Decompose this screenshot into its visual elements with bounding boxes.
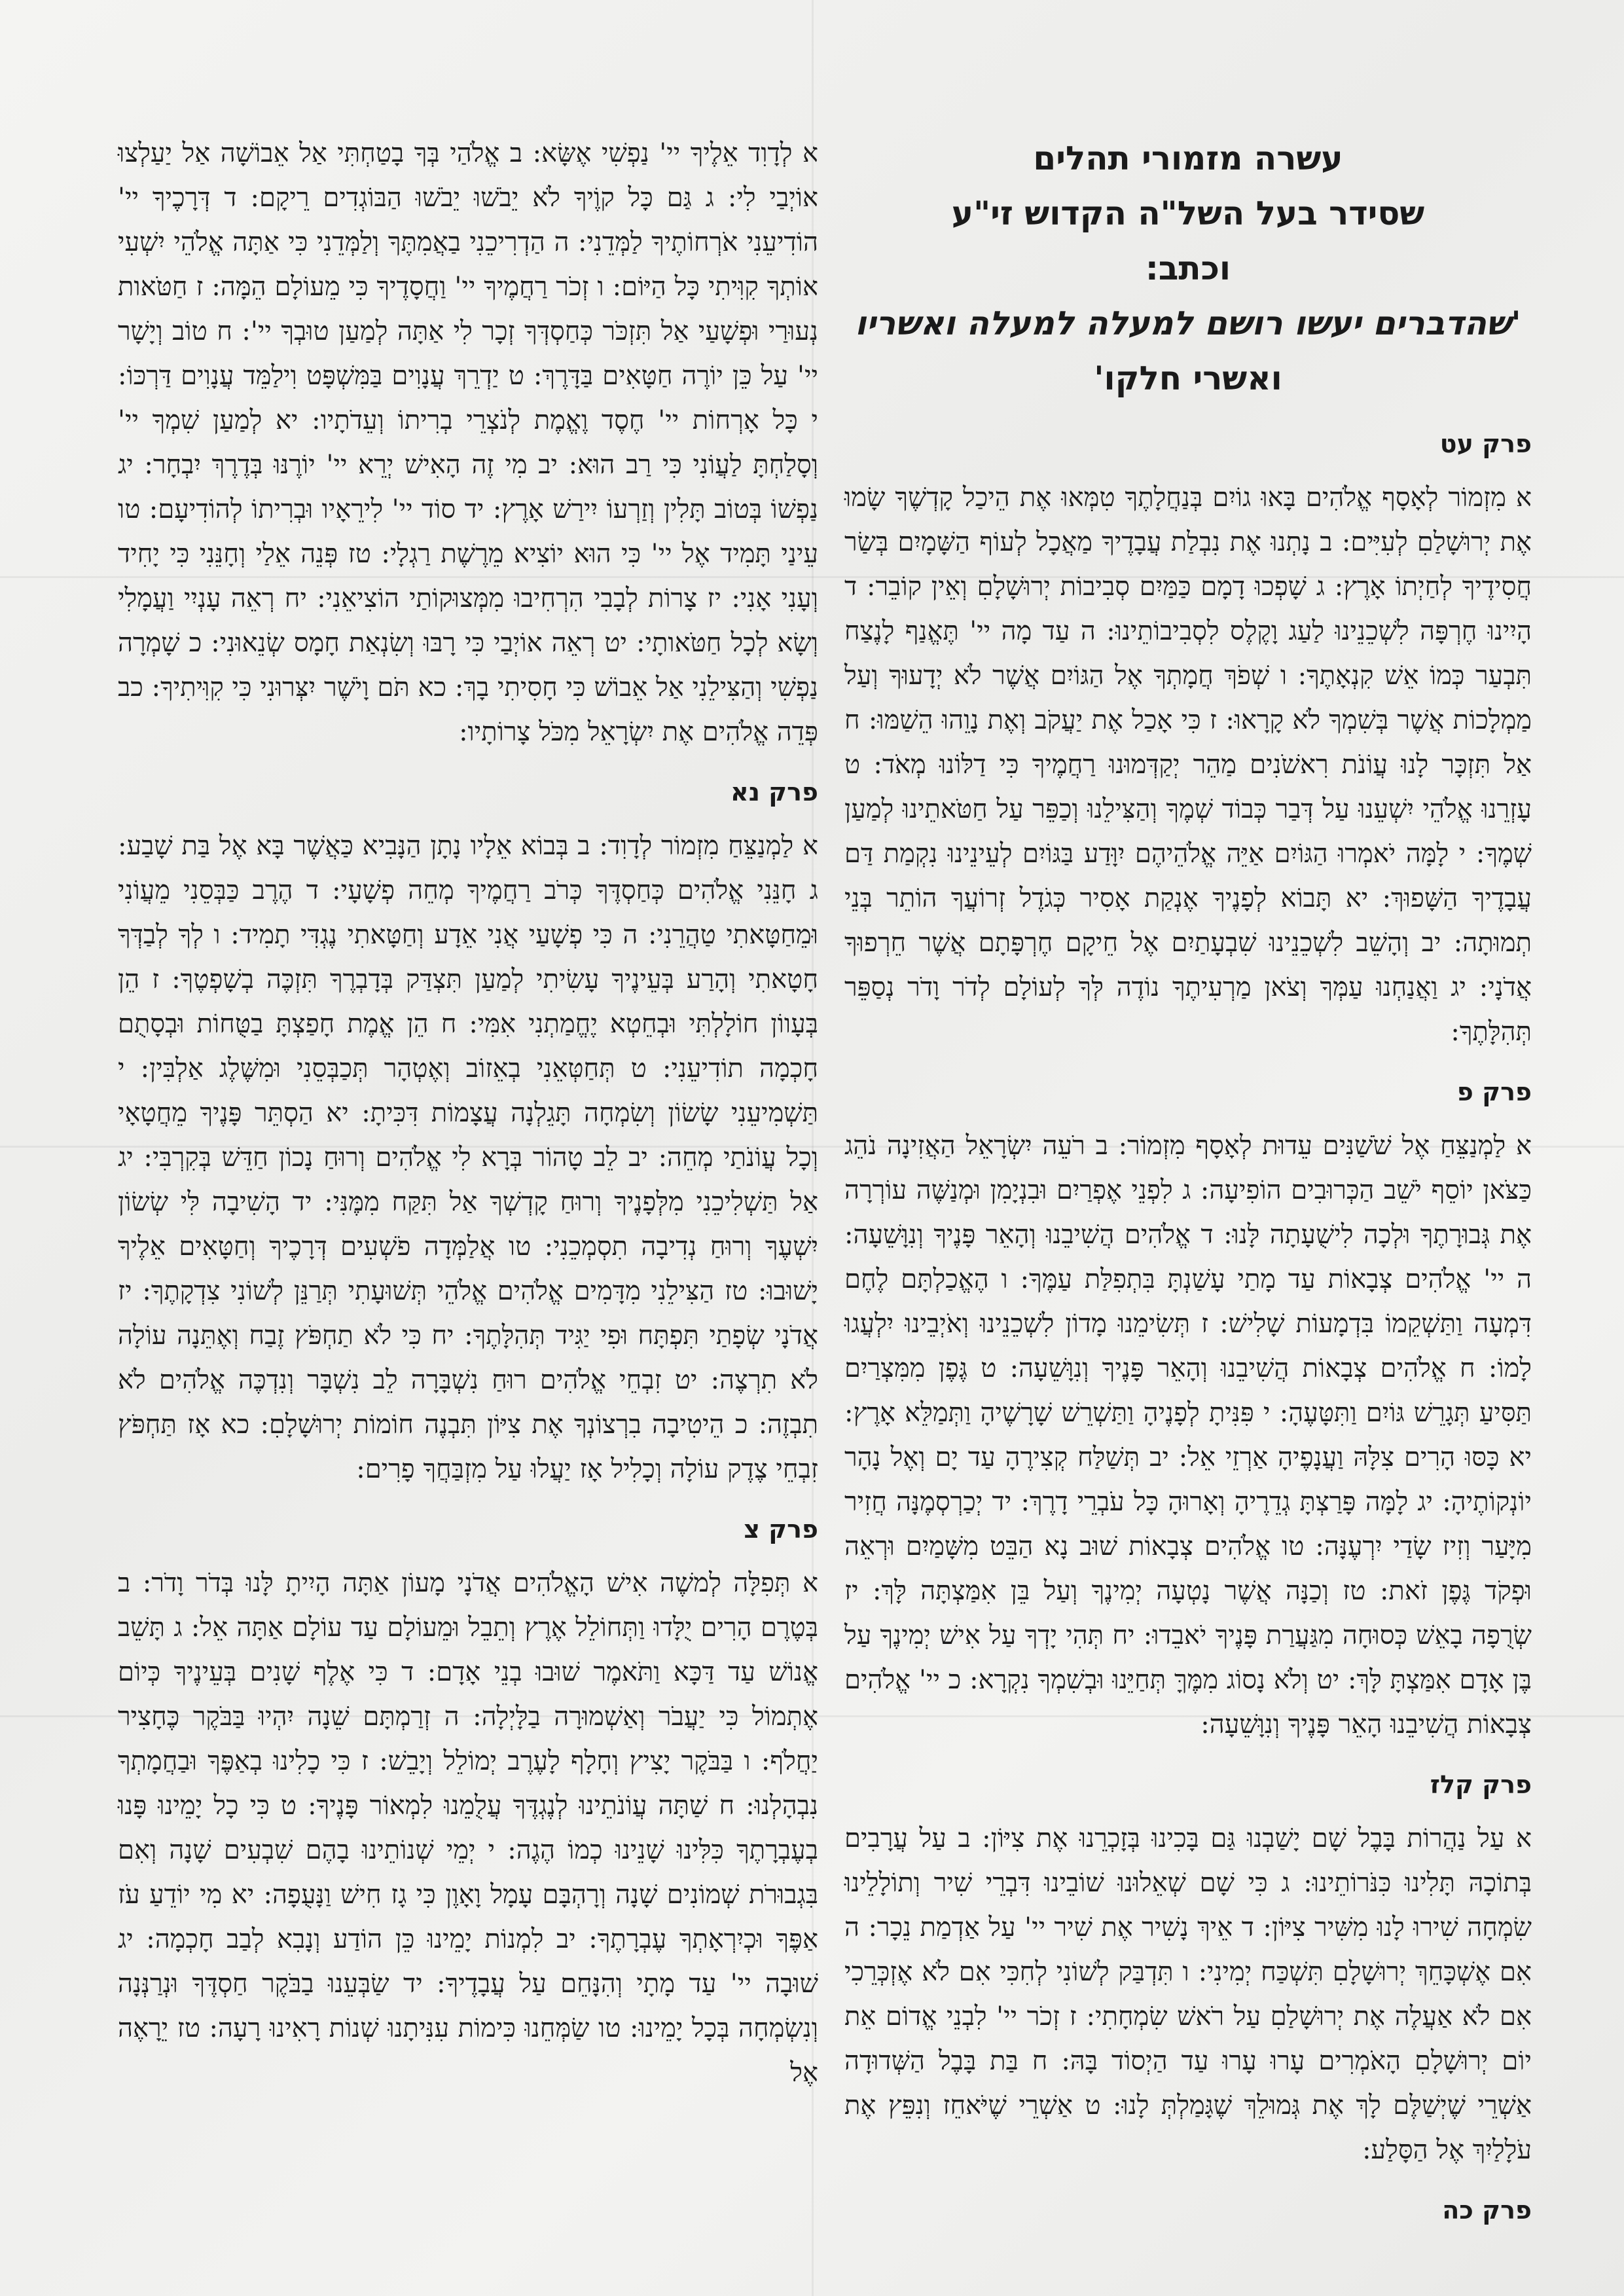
header-quote-line1: 'שהדברים יעשו רושם למעלה למעלה ואשריו (855, 304, 1521, 342)
chapter-90 (118, 1507, 818, 2095)
chapter-137 (844, 1762, 1532, 2172)
header-title: עשרה מזמורי תהלים (1033, 139, 1343, 177)
chapter-25 (844, 2188, 1532, 2232)
chapter-text: א עַל נַהֲרוֹת בָּבֶל שָׁם יָשַׁבְנוּ גַּם בָּכִינוּ בְּזָכְרֵנוּ אֶת צִיּוֹן: ב עַל עֲרָבִים בְּתוֹכָהּ תָּלִינוּ כִּנֹּרוֹתֵינוּ: ג כִּי שָׁם שְׁאֵלוּנוּ שׁוֹבֵינוּ דִּבְרֵי שִׁיר וְתוֹלָלֵינוּ שִׂמְחָה שִׁירוּ לָנוּ מִשִּׁיר צִיּוֹן: ד אֵיךְ נָשִׁיר אֶת שִׁיר יי' עַל אַדְמַת נֵכָר: ה אִם אֶשְׁכָּחֵךְ יְרוּשָׁלָםִ תִּשְׁכַּח יְמִינִי: ו תִּדְבַּק לְשׁוֹנִי לְחִכִּי אִם לֹא אֶזְכְּרֵכִי אִם לֹא אַעֲלֶה אֶת יְרוּשָׁלַםִ עַל רֹאשׁ שִׂמְחָתִי: ז זְכֹר יי' לִבְנֵי אֱדוֹם אֵת יוֹם יְרוּשָׁלָםִ הָאֹמְרִים עָרוּ עָרוּ עַד הַיְסוֹד בָּהּ: ח בַּת בָּבֶל הַשְּׁדוּדָה אַשְׁרֵי שֶׁיְשַׁלֶּם לָךְ אֶת גְּמוּלֵךְ שֶׁגָּמַלְתְּ לָנוּ: ט אַשְׁרֵי שֶׁיֹּאחֵז וְנִפֵּץ אֶת עֹלָלַיִךְ אֶל הַסָּלַע: (844, 1823, 1532, 2165)
chapter-text: א לְדָוִד אֵלֶיךָ יי' נַפְשִׁי אֶשָּׂא: ב אֱלֹהַי בְּךָ בָטַחְתִּי אַל אֵבוֹשָׁה אַל יַעַלְצוּ אוֹיְבַי לִי: ג גַּם כָּל קוֶֹיךָ לֹא יֵבֹשׁוּ יֵבֹשׁוּ הַבּוֹגְדִים רֵיקָם: ד דְּרָכֶיךָ יי' הוֹדִיעֵנִי אֹרְחוֹתֶיךָ לַמְּדֵנִי: ה הַדְרִיכֵנִי בַאֲמִתֶּךָ וְלַמְּדֵנִי כִּי אַתָּה אֱלֹהֵי יִשְׁעִי אוֹתְךָ קִוִּיתִי כָּל הַיּוֹם: ו זְכֹר רַחֲמֶיךָ יי' וַחֲסָדֶיךָ כִּי מֵעוֹלָם הֵמָּה: ז חַטֹּאות נְעוּרַי וּפְשָׁעַי אַל תִּזְכֹּר כְּחַסְדְּךָ זְכָר לִי אַתָּה לְמַעַן טוּבְךָ יי': ח טוֹב וְיָשָׁר יי' עַל כֵּן יוֹרֶה חַטָּאִים בַּדָּרֶךְ: ט יַדְרֵךְ עֲנָוִים בַּמִּשְׁפָּט וִילַמֵּד עֲנָוִים דַּרְכּוֹ: י כָּל אָרְחוֹת יי' חֶסֶד וֶאֱמֶת לְנֹצְרֵי בְרִיתוֹ וְעֵדֹתָיו: יא לְמַעַן שִׁמְךָ יי' וְסָלַחְתָּ לַעֲוֹנִי כִּי רַב הוּא: יב מִי זֶה הָאִישׁ יְרֵא יי' יוֹרֶנּוּ בְּדֶרֶךְ יִבְחָר: יג נַפְשׁוֹ בְּטוֹב תָּלִין וְזַרְעוֹ יִירַשׁ אָרֶץ: יד סוֹד יי' לִירֵאָיו וּבְרִיתוֹ לְהוֹדִיעָם: טו עֵינַי תָּמִיד אֶל יי' כִּי הוּא יוֹצִיא מֵרֶשֶׁת רַגְלָי: טז פְּנֵה אֵלַי וְחָנֵּנִי כִּי יָחִיד וְעָנִי אָנִי: יז צָרוֹת לְבָבִי הִרְחִיבוּ מִמְּצוּקוֹתַי הוֹצִיאֵנִי: יח רְאֵה עָנְיִי וַעֲמָלִי וְשָׂא לְכָל חַטֹּאותָי: יט רְאֵה אוֹיְבַי כִּי רָבּוּ וְשִׂנְאַת חָמָס שְׂנֵאוּנִי: כ שָׁמְרָה נַפְשִׁי וְהַצִּילֵנִי אַל אֵבוֹשׁ כִּי חָסִיתִי בָךְ: כא תֹּם וָיֹשֶׁר יִצְּרוּנִי כִּי קִוִּיתִיךָ: כב פְּדֵה אֱלֹהִים אֶת יִשְׂרָאֵל מִכֹּל צָרוֹתָיו: (118, 138, 819, 747)
chapter-text: א תְּפִלָּה לְמשֶׁה אִישׁ הָאֱלֹהִים אֲדֹנָי מָעוֹן אַתָּה הָיִיתָ לָּנוּ בְּדֹר וָדֹר: ב בְּטֶרֶם הָרִים יֻלָּדוּ וַתְּחוֹלֵל אֶרֶץ וְתֵבֵל וּמֵעוֹלָם עַד עוֹלָם אַתָּה אֵל: ג תָּשֵׁב אֱנוֹשׁ עַד דַּכָּא וַתֹּאמֶר שׁוּבוּ בְנֵי אָדָם: ד כִּי אֶלֶף שָׁנִים בְּעֵינֶיךָ כְּיוֹם אֶתְמוֹל כִּי יַעֲבֹר וְאַשְׁמוּרָה בַלָּיְלָה: ה זְרַמְתָּם שֵׁנָה יִהְיוּ בַּבֹּקֶר כֶּחָצִיר יַחֲלֹף: ו בַּבֹּקֶר יָצִיץ וְחָלָף לָעֶרֶב יְמוֹלֵל וְיָבֵשׁ: ז כִּי כָלִינוּ בְאַפֶּךָ וּבַחֲמָתְךָ נִבְהָלְנוּ: ח שַׁתָּה עֲוֹנֹתֵינוּ לְנֶגְדֶּךָ עֲלֻמֵנוּ לִמְאוֹר פָּנֶיךָ: ט כִּי כָל יָמֵינוּ פָּנוּ בְעֶבְרָתֶךָ כִּלִּינוּ שָׁנֵינוּ כְמוֹ הֶגֶה: י יְמֵי שְׁנוֹתֵינוּ בָהֶם שִׁבְעִים שָׁנָה וְאִם בִּגְבוּרֹת שְׁמוֹנִים שָׁנָה וְרָהְבָּם עָמָל וָאָוֶן כִּי גָז חִישׁ וַנָּעֻפָה: יא מִי יוֹדֵעַ עֹז אַפֶּךָ וּכְיִרְאָתְךָ עֶבְרָתֶךָ: יב לִמְנוֹת יָמֵינוּ כֵּן הוֹדַע וְנָבִא לְבַב חָכְמָה: יג שׁוּבָה יי' עַד מָתָי וְהִנָּחֵם עַל עֲבָדֶיךָ: יד שַׂבְּעֵנוּ בַבֹּקֶר חַסְדֶּךָ וּנְרַנְּנָה וְנִשְׂמְחָה בְּכָל יָמֵינוּ: טו שַׂמְּחֵנוּ כִּימוֹת עִנִּיתָנוּ שְׁנוֹת רָאִינוּ רָעָה: טז יֵרָאֶה אֶל (118, 1568, 819, 2088)
chapter-79 (844, 422, 1532, 1054)
left-column (118, 131, 818, 2100)
header-subtitle: שסידר בעל השל"ה הקדוש זי"ע (951, 194, 1425, 232)
chapter-text: א לַמְנַצֵּחַ מִזְמוֹר לְדָוִד: ב בְּבוֹא אֵלָיו נָתָן הַנָּבִיא כַּאֲשֶׁר בָּא אֶל בַּת שָׁבַע: ג חָנֵּנִי אֱלֹהִים כְּחַסְדֶּךָ כְּרֹב רַחֲמֶיךָ מְחֵה פְשָׁעָי: ד הֶרֶב כַּבְּסֵנִי מֵעֲוֹנִי וּמֵחַטָּאתִי טַהֲרֵנִי: ה כִּי פְשָׁעַי אֲנִי אֵדָע וְחַטָּאתִי נֶגְדִּי תָמִיד: ו לְךָ לְבַדְּךָ חָטָאתִי וְהָרַע בְּעֵינֶיךָ עָשִׂיתִי לְמַעַן תִּצְדַּק בְּדָבְרֶךָ תִּזְכֶּה בְשָׁפְטֶךָ: ז הֵן בְּעָווֹן חוֹלָלְתִּי וּבְחֵטְא יֶחֱמַתְנִי אִמִּי: ח הֵן אֱמֶת חָפַצְתָּ בַטֻּחוֹת וּבְסָתֻם חָכְמָה תוֹדִיעֵנִי: ט תְּחַטְּאֵנִי בְאֵזוֹב וְאֶטְהָר תְּכַבְּסֵנִי וּמִשֶּׁלֶג אַלְבִּין: י תַּשְׁמִיעֵנִי שָׂשׂוֹן וְשִׂמְחָה תָּגֵלְנָה עֲצָמוֹת דִּכִּיתָ: יא הַסְתֵּר פָּנֶיךָ מֵחֲטָאָי וְכָל עֲוֹנֹתַי מְחֵה: יב לֵב טָהוֹר בְּרָא לִי אֱלֹהִים וְרוּחַ נָכוֹן חַדֵּשׁ בְּקִרְבִּי: יג אַל תַּשְׁלִיכֵנִי מִלְּפָנֶיךָ וְרוּחַ קָדְשְׁךָ אַל תִּקַּח מִמֶּנִּי: יד הָשִׁיבָה לִּי שְׂשׂוֹן יִשְׁעֶךָ וְרוּחַ נְדִיבָה תִסְמְכֵנִי: טו אֲלַמְּדָה פֹשְׁעִים דְּרָכֶיךָ וְחַטָּאִים אֵלֶיךָ יָשׁוּבוּ: טז הַצִּילֵנִי מִדָּמִים אֱלֹהִים אֱלֹהֵי תְּשׁוּעָתִי תְּרַנֵּן לְשׁוֹנִי צִדְקָתֶךָ: יז אֲדֹנָי שְׂפָתַי תִּפְתָּח וּפִי יַגִּיד תְּהִלָּתֶךָ: יח כִּי לֹא תַחְפֹּץ זֶבַח וְאֶתֵּנָה עוֹלָה לֹא תִרְצֶה: יט זִבְחֵי אֱלֹהִים רוּחַ נִשְׁבָּרָה לֵב נִשְׁבָּר וְנִדְכֶּה אֱלֹהִים לֹא תִבְזֶה: כ הֵיטִיבָה בִרְצוֹנְךָ אֶת צִיּוֹן תִּבְנֶה חוֹמוֹת יְרוּשָׁלָםִ: כא אָז תַּחְפֹּץ זִבְחֵי צֶדֶק עוֹלָה וְכָלִיל אָז יַעֲלוּ עַל מִזְבַּחֲךָ פָרִים: (118, 831, 819, 1484)
right-column (844, 131, 1532, 2242)
header-wrote: וכתב: (1145, 249, 1231, 287)
chapter-title: פרק עט (1439, 429, 1532, 458)
chapter-text: א לַמְנַצֵּחַ אֶל שֹׁשַׁנִּים עֵדוּת לְאָסָף מִזְמוֹר: ב רֹעֵה יִשְׂרָאֵל הַאֲזִינָה נֹהֵג כַּצֹּאן יוֹסֵף יֹשֵׁב הַכְּרוּבִים הוֹפִיעָה: ג לִפְנֵי אֶפְרַיִם וּבִנְיָמִן וּמְנַשֶּׁה עוֹרְרָה אֶת גְּבוּרָתֶךָ וּלְכָה לִישֻׁעָתָה לָּנוּ: ד אֱלֹהִים הֲשִׁיבֵנוּ וְהָאֵר פָּנֶיךָ וְנִוָּשֵׁעָה: ה יי' אֱלֹהִים צְבָאוֹת עַד מָתַי עָשַׁנְתָּ בִּתְפִלַּת עַמֶּךָ: ו הֶאֱכַלְתָּם לֶחֶם דִּמְעָה וַתַּשְׁקֵמוֹ בִּדְמָעוֹת שָׁלִישׁ: ז תְּשִׂימֵנוּ מָדוֹן לִשְׁכֵנֵינוּ וְאֹיְבֵינוּ יִלְעֲגוּ לָמוֹ: ח אֱלֹהִים צְבָאוֹת הֲשִׁיבֵנוּ וְהָאֵר פָּנֶיךָ וְנִוָּשֵׁעָה: ט גֶּפֶן מִמִּצְרַיִם תַּסִּיעַ תְּגָרֵשׁ גּוֹיִם וַתִּטָּעֶהָ: י פִּנִּיתָ לְפָנֶיהָ וַתַּשְׁרֵשׁ שָׁרָשֶׁיהָ וַתְּמַלֵּא אָרֶץ: יא כָּסּוּ הָרִים צִלָּהּ וַעֲנָפֶיהָ אַרְזֵי אֵל: יב תְּשַׁלַּח קְצִירֶהָ עַד יָם וְאֶל נָהָר יוֹנְקוֹתֶיהָ: יג לָמָּה פָּרַצְתָּ גְדֵרֶיהָ וְאָרוּהָ כָּל עֹבְרֵי דָרֶךְ: יד יְכַרְסְמֶנָּה חֲזִיר מִיָּעַר וְזִיז שָׂדַי יִרְעֶנָּה: טו אֱלֹהִים צְבָאוֹת שׁוּב נָא הַבֵּט מִשָּׁמַיִם וּרְאֵה וּפְקֹד גֶּפֶן זֹאת: טז וְכַנָּה אֲשֶׁר נָטְעָה יְמִינֶךָ וְעַל בֵּן אִמַּצְתָּה לָּךְ: יז שְׂרֻפָה בָאֵשׁ כְּסוּחָה מִגַּעֲרַת פָּנֶיךָ יֹאבֵדוּ: יח תְּהִי יָדְךָ עַל אִישׁ יְמִינֶךָ עַל בֶּן אָדָם אִמַּצְתָּ לָּךְ: יט וְלֹא נָסוֹג מִמֶּךָּ תְּחַיֵּנוּ וּבְשִׁמְךָ נִקְרָא: כ יי' אֱלֹהִים צְבָאוֹת הֲשִׁיבֵנוּ הָאֵר פָּנֶיךָ וְנִוָּשֵׁעָה: (844, 1131, 1532, 1740)
chapter-text: א מִזְמוֹר לְאָסָף אֱלֹהִים בָּאוּ גוֹיִם בְּנַחֲלָתֶךָ טִמְּאוּ אֶת הֵיכַל קָדְשֶׁךָ שָׂמוּ אֶת יְרוּשָׁלַםִ לְעִיִּים: ב נָתְנוּ אֶת נִבְלַת עֲבָדֶיךָ מַאֲכָל לְעוֹף הַשָּׁמָיִם בְּשַׂר חֲסִידֶיךָ לְחַיְתוֹ אָרֶץ: ג שָׁפְכוּ דָמָם כַּמַּיִם סְבִיבוֹת יְרוּשָׁלָםִ וְאֵין קוֹבֵר: ד הָיִינוּ חֶרְפָּה לִשְׁכֵנֵינוּ לַעַג וָקֶלֶס לִסְבִיבוֹתֵינוּ: ה עַד מָה יי' תֶּאֱנַף לָנֶצַח תִּבְעַר כְּמוֹ אֵשׁ קִנְאָתֶךָ: ו שְׁפֹךְ חֲמָתְךָ אֶל הַגּוֹיִם אֲשֶׁר לֹא יְדָעוּךָ וְעַל מַמְלָכוֹת אֲשֶׁר בְּשִׁמְךָ לֹא קָרָאוּ: ז כִּי אָכַל אֶת יַעֲקֹב וְאֶת נָוֵהוּ הֵשַׁמּוּ: ח אַל תִּזְכָּר לָנוּ עֲוֹנֹת רִאשֹׁנִים מַהֵר יְקַדְּמוּנוּ רַחֲמֶיךָ כִּי דַלּוֹנוּ מְאֹד: ט עָזְרֵנוּ אֱלֹהֵי יִשְׁעֵנוּ עַל דְּבַר כְּבוֹד שְׁמֶךָ וְהַצִּילֵנוּ וְכַפֵּר עַל חַטֹּאתֵינוּ לְמַעַן שְׁמֶךָ: י לָמָּה יֹאמְרוּ הַגּוֹיִם אַיֵּה אֱלֹהֵיהֶם יִוָּדַע בַּגּוֹיִם לְעֵינֵינוּ נִקְמַת דַּם עֲבָדֶיךָ הַשָּׁפוּךְ: יא תָּבוֹא לְפָנֶיךָ אֶנְקַת אָסִיר כְּגֹדֶל זְרוֹעֲךָ הוֹתֵר בְּנֵי תְמוּתָה: יב וְהָשֵׁב לִשְׁכֵנֵינוּ שִׁבְעָתַיִם אֶל חֵיקָם חֶרְפָּתָם אֲשֶׁר חֵרְפוּךָ אֲדֹנָי: יג וַאֲנַחְנוּ עַמְּךָ וְצֹאן מַרְעִיתֶךָ נוֹדֶה לְּךָ לְעוֹלָם לְדֹר וָדֹר נְסַפֵּר תְּהִלָּתֶךָ: (844, 483, 1532, 1047)
document-header (844, 131, 1532, 406)
chapter-51 (118, 770, 818, 1491)
chapter-title: פרק כה (1442, 2196, 1532, 2225)
chapter-25-continued (118, 131, 818, 754)
chapter-title: פרק צ (744, 1515, 818, 1544)
chapter-80 (844, 1070, 1532, 1747)
chapter-title: פרק פ (1456, 1078, 1532, 1106)
header-quote-line2: ואשרי חלקו' (1094, 359, 1282, 397)
chapter-title: פרק קלז (1430, 1770, 1532, 1799)
chapter-title: פרק נא (731, 778, 818, 807)
